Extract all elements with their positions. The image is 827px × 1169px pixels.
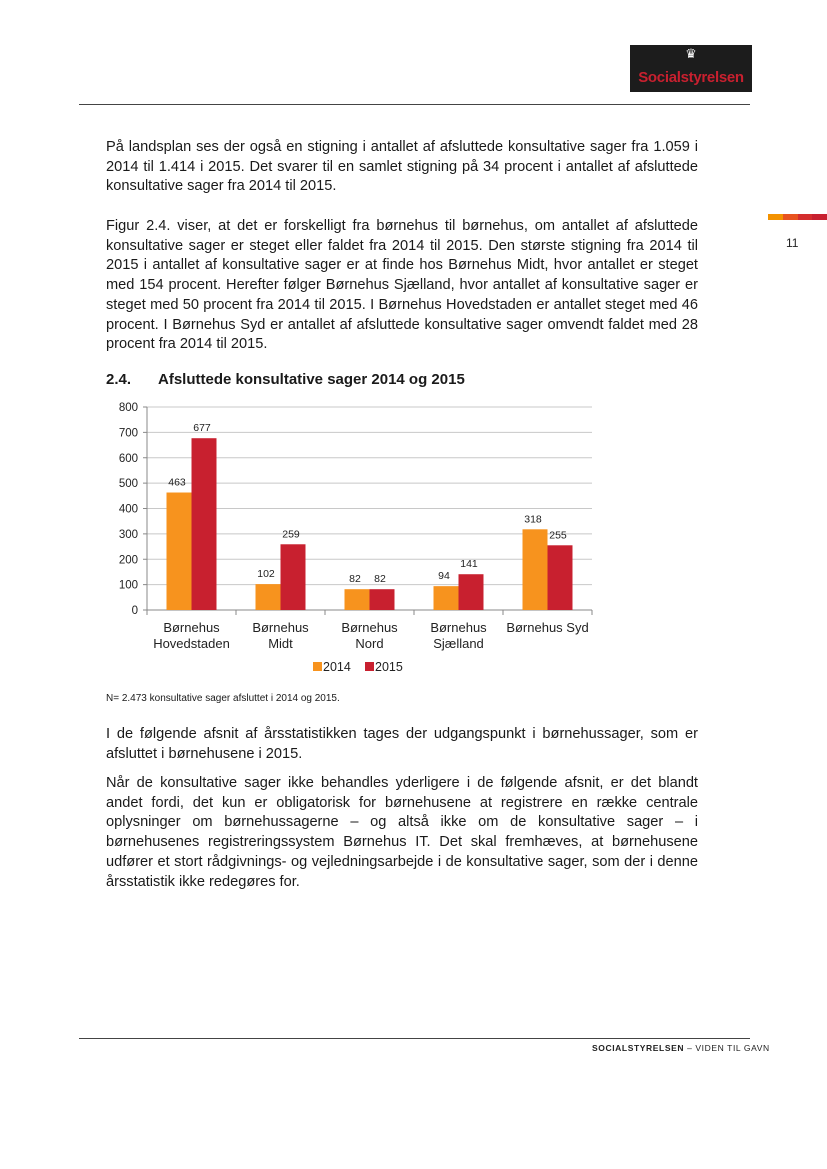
bar-2014 xyxy=(256,584,281,610)
chart-note: N= 2.473 konsultative sager afsluttet i 2014 og 2015. xyxy=(106,693,340,704)
header-divider xyxy=(79,104,750,105)
y-tick-label: 800 xyxy=(118,402,138,414)
footer xyxy=(592,1043,770,1053)
bar-2015 xyxy=(192,438,217,610)
category-label: Hovedstaden xyxy=(153,636,230,651)
data-label: 141 xyxy=(460,558,478,571)
y-tick-label: 700 xyxy=(118,427,138,440)
y-tick-label: 600 xyxy=(118,452,138,465)
logo-text: Socialstyrelsen xyxy=(638,69,744,86)
paragraph-3: I de følgende afsnit af årsstatistikken tages der udgangspunkt i børnehussager, som er afsluttet i børnehusene i 2015. xyxy=(106,726,698,762)
bar-2015 xyxy=(370,589,395,610)
data-label: 94 xyxy=(438,570,450,583)
data-label: 82 xyxy=(374,573,386,586)
paragraph-1: På landsplan ses der også en stigning i antallet af afsluttede konsultative sager fra 1.059 i 2014 til 1.414 i 2015. Det svarer til en samlet stigning på 34 procent i antallet af afsluttede konsultative sager fra 2014 til 2015. xyxy=(106,139,698,195)
legend-label: 2015 xyxy=(375,660,403,674)
category-label: Børnehus xyxy=(430,620,487,635)
category-label: Nord xyxy=(355,636,384,651)
category-label: Børnehus xyxy=(341,620,398,635)
logo xyxy=(630,45,752,92)
bar-2015 xyxy=(281,544,306,610)
color-strip xyxy=(768,214,827,220)
paragraph-2: Figur 2.4. viser, at det er forskelligt fra børnehus til børnehus, om antallet af afsluttede konsultative sager er steget eller faldet fra 2014 til 2015. Den største stigning fra 2014 til 2015 i antallet af konsultative sager er at finde hos Børnehus Midt, hvor antallet er steget med 154 procent. Herefter følger Børnehus Sjælland, hvor antallet af konsultative sager er steget med 50 procent fra 2014 til 2015. I Børnehus Hovedstaden er antallet steget med 46 procent. I Børnehus Syd er antallet af afsluttede konsultative sager omvendt faldet med 28 procent fra 2014 til 2015. xyxy=(106,218,698,353)
figure-heading xyxy=(106,371,465,388)
y-tick-label: 200 xyxy=(118,554,138,567)
data-label: 463 xyxy=(168,476,186,489)
bar-2015 xyxy=(459,574,484,610)
data-label: 677 xyxy=(193,422,211,435)
category-label: Børnehus xyxy=(163,620,220,635)
data-label: 318 xyxy=(524,513,542,526)
category-label: Børnehus xyxy=(252,620,309,635)
crown-icon: ♛ xyxy=(685,47,697,62)
paragraph-4: Når de konsultative sager ikke behandles yderligere i de følgende afsnit, er det blandt andet fordi, det kun er obligatorisk for børnehusene at registrere en række centrale oplysninger om børnehussagerne – og altså ikke om de konsultative sager – i børnehusenes registreringssystem Børnehus IT. Det skal fremhæves, at børnehusene udfører et stort rådgivnings- og vejledningsarbejde i de konsultative sager, som der i denne årsstatistik ikke redegøres for. xyxy=(106,775,698,890)
bar-chart xyxy=(100,396,620,686)
legend-swatch xyxy=(365,662,374,671)
strip-segment xyxy=(812,214,827,220)
bar-2014 xyxy=(523,529,548,610)
bar-2014 xyxy=(434,586,459,610)
strip-segment xyxy=(768,214,783,220)
bar-2015 xyxy=(548,545,573,610)
footer-brand: SOCIALSTYRELSEN xyxy=(592,1043,685,1053)
data-label: 102 xyxy=(257,568,275,581)
figure-number: 2.4. xyxy=(106,371,132,388)
data-label: 255 xyxy=(549,529,567,542)
y-tick-label: 300 xyxy=(118,528,138,541)
footer-divider xyxy=(79,1038,750,1039)
strip-segment xyxy=(783,214,798,220)
category-label: Midt xyxy=(268,636,293,651)
legend-label: 2014 xyxy=(323,660,351,674)
data-label: 259 xyxy=(282,528,300,541)
legend-swatch xyxy=(313,662,322,671)
bar-2014 xyxy=(167,493,192,610)
data-label: 82 xyxy=(349,573,361,586)
y-tick-label: 0 xyxy=(131,605,138,617)
y-tick-label: 400 xyxy=(118,503,138,516)
category-label: Børnehus Syd xyxy=(506,620,589,635)
y-tick-label: 100 xyxy=(118,579,138,592)
bar-2014 xyxy=(345,589,370,610)
y-tick-label: 500 xyxy=(118,478,138,491)
strip-segment xyxy=(798,214,813,220)
page-number: 11 xyxy=(786,236,799,250)
footer-tagline: – VIDEN TIL GAVN xyxy=(684,1043,770,1053)
figure-title: Afsluttede konsultative sager 2014 og 2015 xyxy=(158,371,465,388)
category-label: Sjælland xyxy=(433,636,484,651)
